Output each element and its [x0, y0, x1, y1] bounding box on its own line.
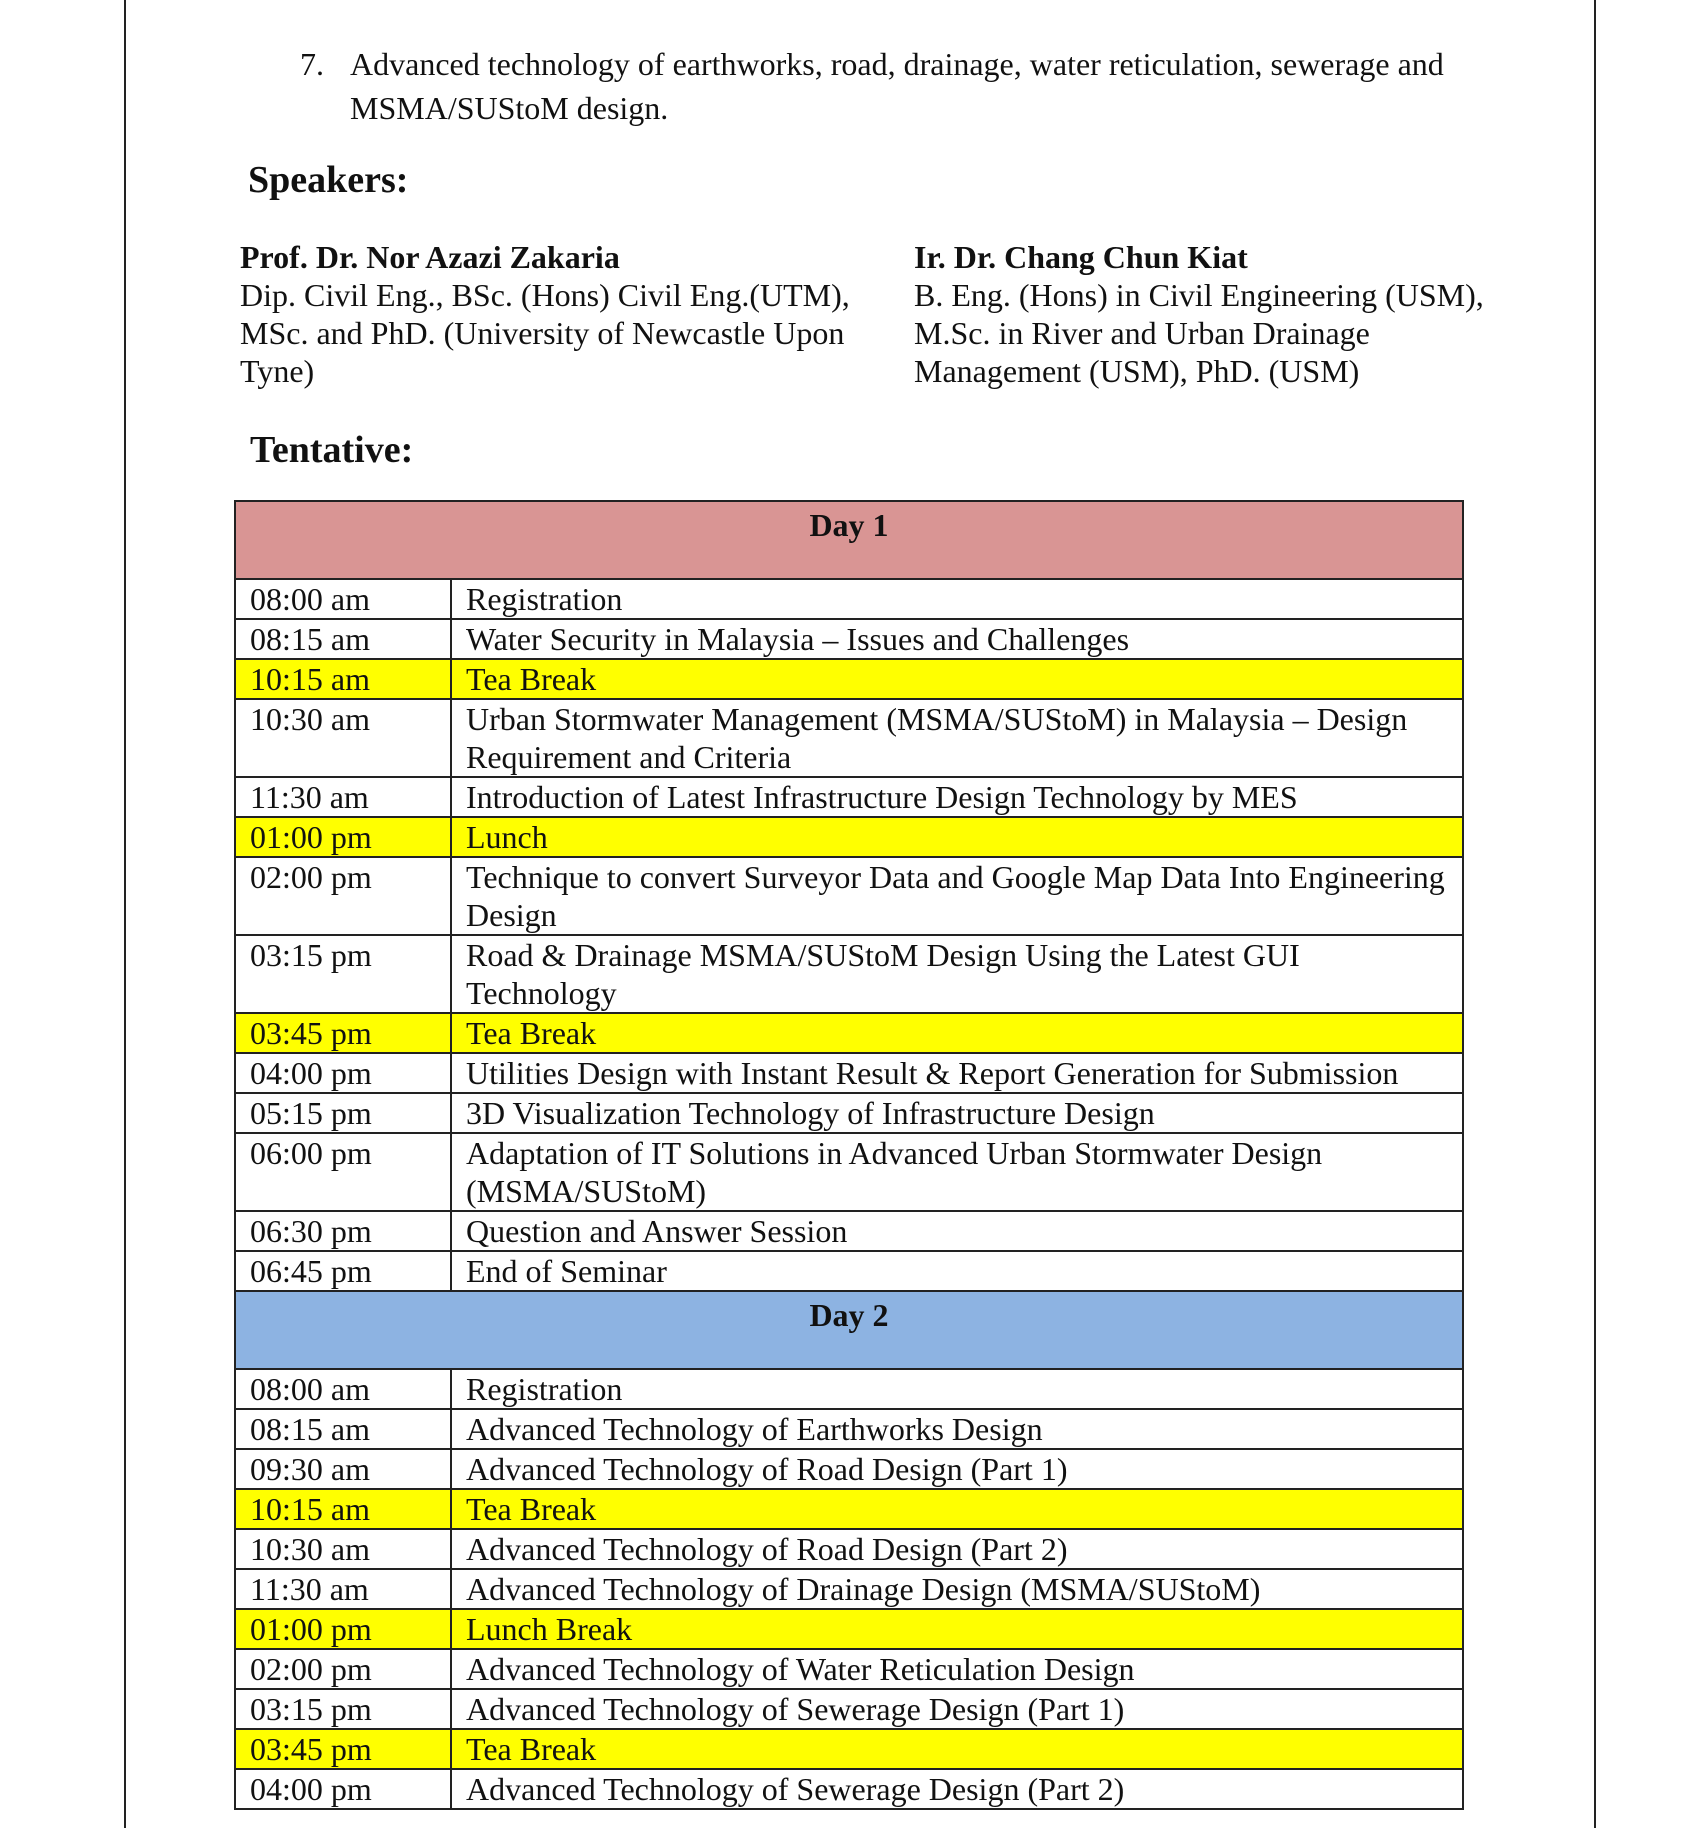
- schedule-row: [235, 1569, 1463, 1609]
- schedule-row: [235, 1093, 1463, 1133]
- activity-cell: Advanced Technology of Sewerage Design (Part 2): [451, 1769, 1463, 1809]
- schedule-row: [235, 1133, 1463, 1211]
- activity-cell: Lunch Break: [451, 1609, 1463, 1649]
- schedule-row: [235, 1769, 1463, 1809]
- activity-cell: Lunch: [451, 817, 1463, 857]
- time-cell: 10:15 am: [235, 1489, 451, 1529]
- activity-cell: Registration: [451, 579, 1463, 619]
- time-cell: 06:30 pm: [235, 1211, 451, 1251]
- time-cell: 08:15 am: [235, 619, 451, 659]
- schedule-row: [235, 1529, 1463, 1569]
- schedule-row: [235, 1689, 1463, 1729]
- time-cell: 01:00 pm: [235, 1609, 451, 1649]
- time-cell: 02:00 pm: [235, 857, 451, 935]
- speaker-card: [914, 238, 1554, 390]
- schedule-row: [235, 1489, 1463, 1529]
- speaker-name: Prof. Dr. Nor Azazi Zakaria: [240, 239, 620, 275]
- schedule-row: [235, 777, 1463, 817]
- time-cell: 03:15 pm: [235, 935, 451, 1013]
- schedule-row: [235, 817, 1463, 857]
- activity-cell: 3D Visualization Technology of Infrastructure Design: [451, 1093, 1463, 1133]
- objective-item-number: 7.: [300, 46, 324, 82]
- time-cell: 05:15 pm: [235, 1093, 451, 1133]
- activity-cell: Advanced Technology of Road Design (Part 2): [451, 1529, 1463, 1569]
- schedule-row: [235, 935, 1463, 1013]
- schedule-row: [235, 1053, 1463, 1093]
- activity-cell: Question and Answer Session: [451, 1211, 1463, 1251]
- schedule-row: [235, 857, 1463, 935]
- time-cell: 11:30 am: [235, 1569, 451, 1609]
- schedule-row: [235, 699, 1463, 777]
- time-cell: 02:00 pm: [235, 1649, 451, 1689]
- time-cell: 08:15 am: [235, 1409, 451, 1449]
- time-cell: 06:00 pm: [235, 1133, 451, 1211]
- activity-cell: Tea Break: [451, 1489, 1463, 1529]
- activity-cell: Tea Break: [451, 1013, 1463, 1053]
- schedule-row: [235, 659, 1463, 699]
- time-cell: 10:30 am: [235, 699, 451, 777]
- schedule-row: [235, 1609, 1463, 1649]
- time-cell: 03:45 pm: [235, 1013, 451, 1053]
- activity-cell: Tea Break: [451, 1729, 1463, 1769]
- activity-cell: Water Security in Malaysia – Issues and Challenges: [451, 619, 1463, 659]
- day-header-row: [235, 1291, 1463, 1369]
- schedule-row: [235, 619, 1463, 659]
- speaker-credentials: B. Eng. (Hons) in Civil Engineering (USM), M.Sc. in River and Urban Drainage Management (USM), PhD. (USM): [914, 277, 1484, 389]
- speaker-credentials: Dip. Civil Eng., BSc. (Hons) Civil Eng.(UTM), MSc. and PhD. (University of Newcastle Upon Tyne): [240, 277, 850, 389]
- activity-cell: Adaptation of IT Solutions in Advanced Urban Stormwater Design (MSMA/SUStoM): [451, 1133, 1463, 1211]
- schedule-table: [234, 500, 1464, 1810]
- time-cell: 10:30 am: [235, 1529, 451, 1569]
- schedule-row: [235, 1369, 1463, 1409]
- schedule-row: [235, 1251, 1463, 1291]
- tentative-heading: Tentative:: [250, 429, 414, 471]
- time-cell: 04:00 pm: [235, 1053, 451, 1093]
- day-header: Day 2: [235, 1291, 1463, 1369]
- activity-cell: Technique to convert Surveyor Data and Google Map Data Into Engineering Design: [451, 857, 1463, 935]
- schedule-row: [235, 1729, 1463, 1769]
- schedule-row: [235, 1449, 1463, 1489]
- page-border-left: [124, 0, 126, 1828]
- speakers-heading: Speakers:: [248, 159, 409, 201]
- activity-cell: Registration: [451, 1369, 1463, 1409]
- activity-cell: Advanced Technology of Drainage Design (MSMA/SUStoM): [451, 1569, 1463, 1609]
- schedule-row: [235, 1211, 1463, 1251]
- time-cell: 03:15 pm: [235, 1689, 451, 1729]
- page-border-right: [1594, 0, 1596, 1828]
- activity-cell: Advanced Technology of Road Design (Part 1): [451, 1449, 1463, 1489]
- time-cell: 08:00 am: [235, 1369, 451, 1409]
- time-cell: 08:00 am: [235, 579, 451, 619]
- schedule-row: [235, 1013, 1463, 1053]
- objective-item-text: Advanced technology of earthworks, road, drainage, water reticulation, sewerage and MSMA/SUStoM design.: [350, 46, 1444, 126]
- activity-cell: Utilities Design with Instant Result & Report Generation for Submission: [451, 1053, 1463, 1093]
- time-cell: 10:15 am: [235, 659, 451, 699]
- schedule-body: [235, 501, 1463, 1809]
- time-cell: 11:30 am: [235, 777, 451, 817]
- activity-cell: Advanced Technology of Sewerage Design (Part 1): [451, 1689, 1463, 1729]
- speaker-card: [240, 238, 880, 390]
- time-cell: 03:45 pm: [235, 1729, 451, 1769]
- activity-cell: Advanced Technology of Water Reticulation Design: [451, 1649, 1463, 1689]
- schedule-row: [235, 579, 1463, 619]
- activity-cell: Tea Break: [451, 659, 1463, 699]
- time-cell: 09:30 am: [235, 1449, 451, 1489]
- activity-cell: Road & Drainage MSMA/SUStoM Design Using the Latest GUI Technology: [451, 935, 1463, 1013]
- activity-cell: Urban Stormwater Management (MSMA/SUStoM) in Malaysia – Design Requirement and Criteria: [451, 699, 1463, 777]
- activity-cell: Introduction of Latest Infrastructure Design Technology by MES: [451, 777, 1463, 817]
- schedule-row: [235, 1649, 1463, 1689]
- day-header: Day 1: [235, 501, 1463, 579]
- schedule-row: [235, 1409, 1463, 1449]
- activity-cell: End of Seminar: [451, 1251, 1463, 1291]
- time-cell: 01:00 pm: [235, 817, 451, 857]
- time-cell: 04:00 pm: [235, 1769, 451, 1809]
- time-cell: 06:45 pm: [235, 1251, 451, 1291]
- day-header-row: [235, 501, 1463, 579]
- speaker-name: Ir. Dr. Chang Chun Kiat: [914, 239, 1248, 275]
- activity-cell: Advanced Technology of Earthworks Design: [451, 1409, 1463, 1449]
